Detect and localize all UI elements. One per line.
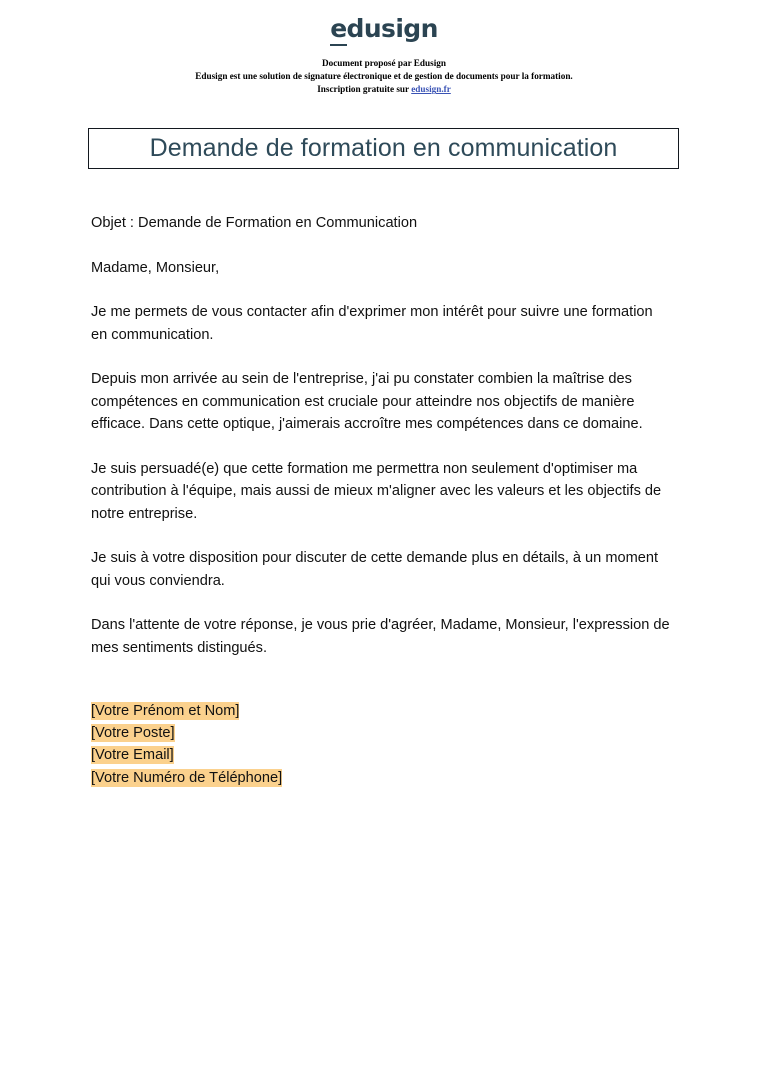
letter-body xyxy=(91,212,671,659)
signature-field-position[interactable] xyxy=(91,722,491,744)
header-line-2: Edusign est une solution de signature électronique et de gestion de documents pour la formation. xyxy=(195,71,573,82)
signature-field-name[interactable] xyxy=(91,700,491,722)
document-title-box xyxy=(88,128,679,169)
signature-field-position-text: [Votre Poste] xyxy=(91,725,175,742)
letter-salutation: Madame, Monsieur, xyxy=(91,259,220,276)
logo-text xyxy=(330,16,438,41)
header-line-3-prefix: Inscription gratuite sur xyxy=(317,84,412,95)
letter-paragraph: Depuis mon arrivée au sein de l'entreprise, j'ai pu constater combien la maîtrise des compétences en communication est cruciale pour atteindre nos objectifs de manière efficace. Dans cette optique, j'aimerais accroître mes compétences dans ce domaine. xyxy=(91,371,643,432)
edusign-website-link[interactable]: edusign.fr xyxy=(411,84,451,95)
letter-paragraph: Je me permets de vous contacter afin d'exprimer mon intérêt pour suivre une formation en communication. xyxy=(91,304,653,343)
signature-placeholders xyxy=(91,700,491,789)
letter-paragraph: Je suis persuadé(e) que cette formation me permettra non seulement d'optimiser ma contribution à l'équipe, mais aussi de mieux m'aligner avec les valeurs et les objectifs de notre entreprise. xyxy=(91,460,662,522)
letter-subject: Objet : Demande de Formation en Communication xyxy=(91,215,418,231)
letter-paragraph: Je suis à votre disposition pour discuter de cette demande plus en détails, à un moment qui vous conviendra. xyxy=(91,550,659,589)
header-line-1: Document proposé par Edusign xyxy=(322,58,446,68)
logo-remainder: dusign xyxy=(346,14,438,43)
logo-underlined-letter: e xyxy=(330,14,346,46)
signature-field-name-text: [Votre Prénom et Nom] xyxy=(91,703,240,719)
document-header-blurb xyxy=(0,57,768,97)
signature-field-phone-text: [Votre Numéro de Téléphone] xyxy=(91,769,283,786)
page-title: Demande de formation en communication xyxy=(149,134,618,162)
signature-field-phone[interactable] xyxy=(91,767,491,789)
header-line-3 xyxy=(0,83,768,96)
signature-field-email-text: [Votre Email] xyxy=(91,747,174,764)
signature-field-email[interactable] xyxy=(91,744,491,766)
letter-paragraph: Dans l'attente de votre réponse, je vous prie d'agréer, Madame, Monsieur, l'expression de mes sentiments distingués. xyxy=(91,617,670,656)
edusign-logo xyxy=(0,16,768,42)
